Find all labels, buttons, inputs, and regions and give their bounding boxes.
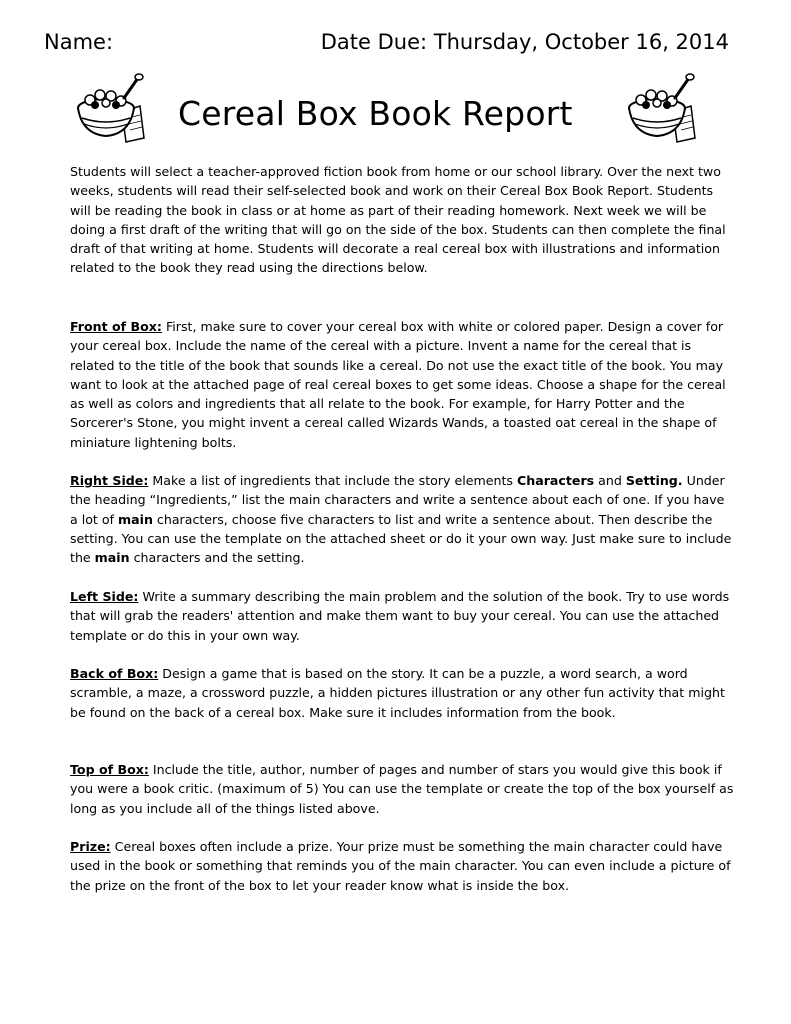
cereal-bowl-icon bbox=[621, 72, 699, 144]
title-row bbox=[70, 72, 699, 150]
main-bold-2: main bbox=[94, 550, 130, 566]
top-of-box-label: Top of Box: bbox=[70, 762, 149, 777]
right-side-text-1: Make a list of ingredients that include the story elements bbox=[148, 473, 517, 488]
right-side-text-2: and bbox=[594, 473, 626, 488]
prize-label: Prize: bbox=[70, 839, 111, 854]
left-side-paragraph bbox=[70, 587, 735, 645]
back-of-box-paragraph bbox=[70, 664, 735, 722]
right-side-label: Right Side: bbox=[70, 473, 149, 488]
page-title: Cereal Box Book Report bbox=[178, 94, 573, 133]
characters-bold: Characters bbox=[517, 473, 595, 488]
front-of-box-label: Front of Box: bbox=[70, 319, 162, 334]
top-of-box-text: Include the title, author, number of pages and number of stars you would give this book if you were a book critic. (maximum of 5) You can use the template or create the top of the box yourself as long as you include all of the things listed above. bbox=[70, 762, 734, 816]
back-of-box-label: Back of Box: bbox=[70, 666, 159, 681]
header-row bbox=[44, 30, 729, 54]
right-side-paragraph bbox=[70, 471, 735, 567]
main-bold-1: main bbox=[118, 511, 153, 527]
front-of-box-paragraph bbox=[70, 317, 735, 452]
back-of-box-text: Design a game that is based on the story. It can be a puzzle, a word search, a word scramble, a maze, a crossword puzzle, a hidden pictures illustration or any other fun activity that might be found on the back of a cereal box. Make sure it includes information from the book. bbox=[70, 666, 725, 720]
setting-bold: Setting. bbox=[625, 473, 683, 488]
right-side-text-4: characters, choose five characters to list and write a sentence about. Then describe the setting. You can use the template on the attached sheet or do it your own way. Just make sure to include the bbox=[70, 511, 732, 566]
cereal-bowl-icon bbox=[70, 72, 148, 144]
right-side-text-5: characters and the setting. bbox=[129, 550, 305, 566]
prize-text: Cereal boxes often include a prize. Your prize must be something the main character could have used in the book or something that reminds you of the main character. You can even include a picture of the prize on the front of the box to let your reader know what is inside the box. bbox=[70, 839, 731, 893]
name-label: Name: bbox=[44, 30, 114, 54]
right-side-text-3: Under the heading “Ingredients,” list the main characters and write a sentence about each of one. If you have a lot of bbox=[70, 473, 725, 527]
front-of-box-text: First, make sure to cover your cereal box with white or colored paper. Design a cover for your cereal box. Include the name of the cereal with a picture. Invent a name for the cereal that is related to the title of the book that sounds like a cereal. Do not use the exact title of the book. You may want to look at the attached page of real cereal boxes to get some ideas. Choose a shape for the cereal as well as colors and ingredients that all relate to the book. For example, for Harry Potter and the Sorcerer's Stone, you might invent a cereal called Wizards Wands, a toasted oat cereal in the shape of miniature lightening bolts. bbox=[70, 319, 726, 450]
left-side-label: Left Side: bbox=[70, 589, 139, 604]
left-side-text: Write a summary describing the main problem and the solution of the book. Try to use words that will grab the readers' attention and make them want to buy your cereal. You can use the attached template or do this in your own way. bbox=[70, 589, 730, 643]
date-due: Date Due: Thursday, October 16, 2014 bbox=[320, 30, 729, 54]
intro-paragraph: Students will select a teacher-approved fiction book from home or our school library. Over the next two weeks, students will read their self-selected book and work on their Cereal Box Book Report. Students will be reading the book in class or at home as part of their reading homework. Next week we will be doing a first draft of the writing that will go on the side of the box. Students can then complete the final draft of that writing at home. Students will decorate a real cereal box with illustrations and information related to the book they read using the directions below. bbox=[70, 164, 726, 276]
prize-paragraph bbox=[70, 837, 735, 895]
top-of-box-paragraph bbox=[70, 760, 735, 818]
